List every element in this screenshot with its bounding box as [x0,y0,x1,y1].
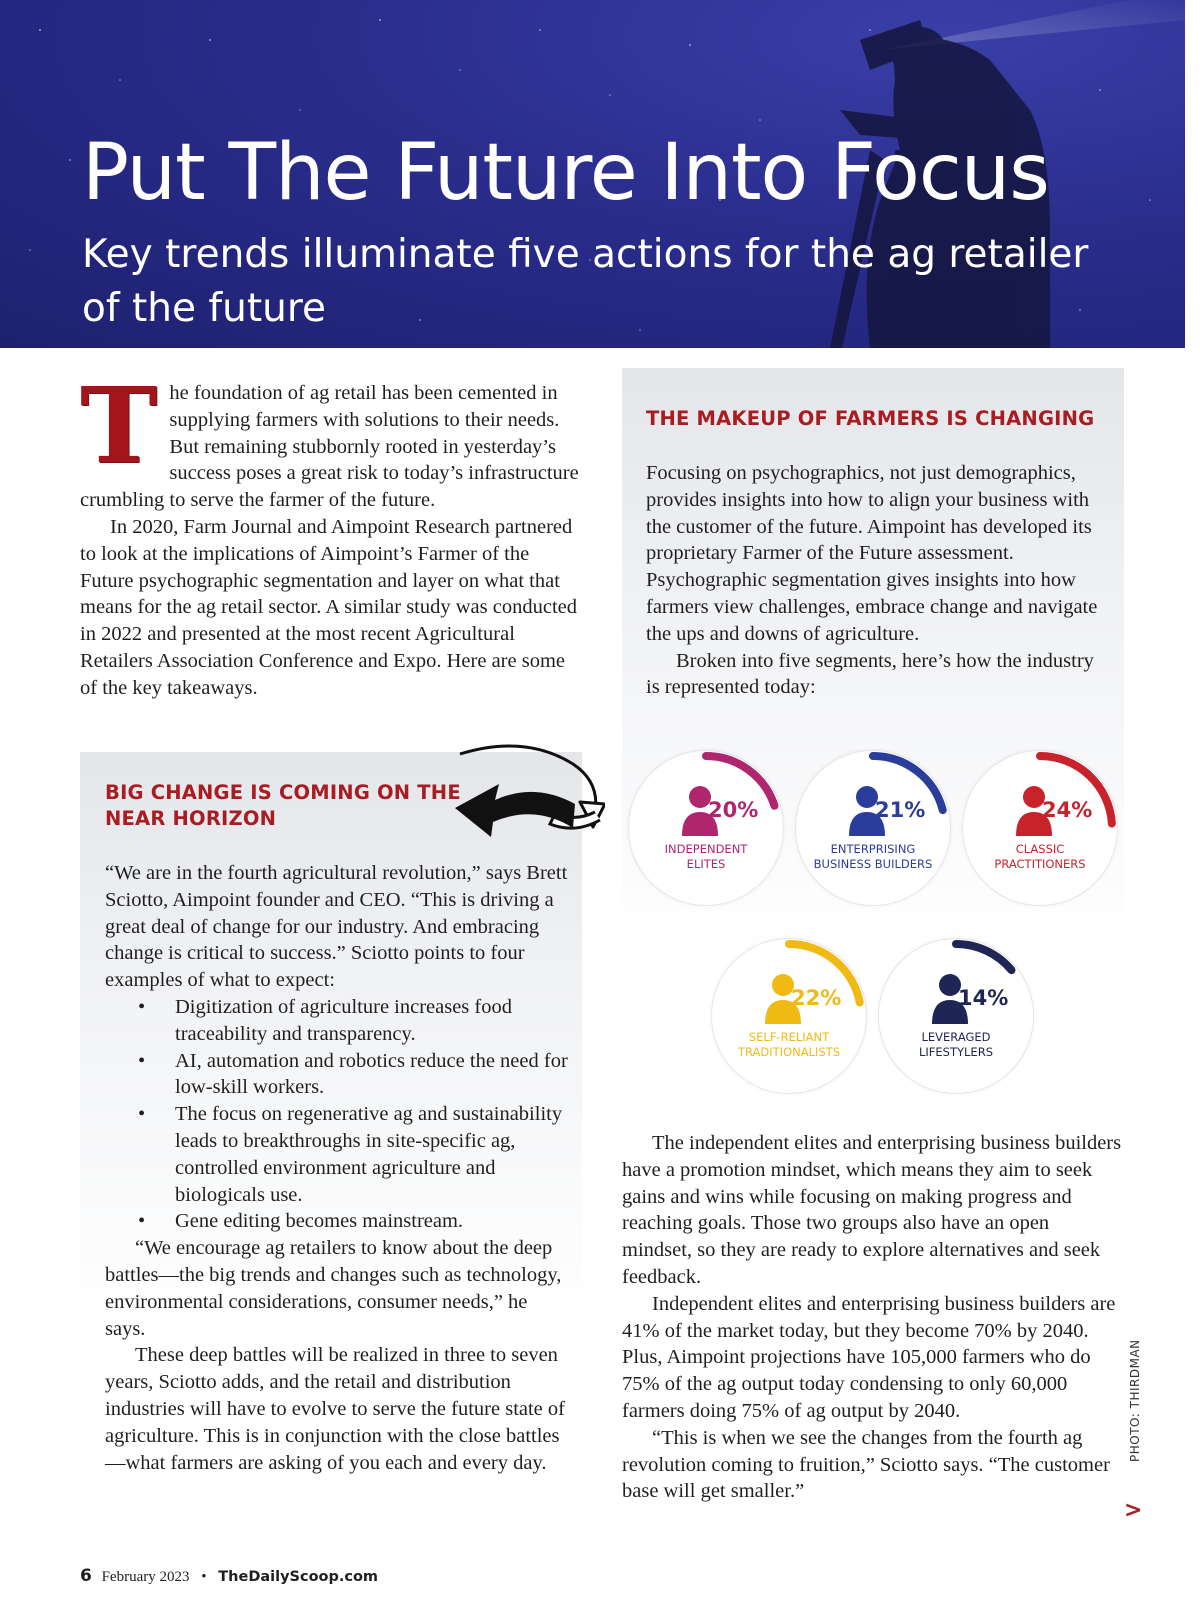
right-paragraph-3: “This is when we see the changes from the fourth ag revolution coming to fruition,” Sciotto says. “The customer base will get smaller.” [622,1426,1110,1503]
segment-percent: 22% [791,986,842,1010]
page-number: 6 [80,1566,92,1586]
right-paragraph-2: Independent elites and enterprising business builders are 41% of the market today, but they become 70% by 2040. Plus, Aimpoint projections have 105,000 farmers who do 75% of the ag output today condensing to only 60,000 farmers doing 75% of ag output by 2040. [622,1292,1116,1422]
segment-percent: 21% [875,798,926,822]
list-item: • The focus on regenerative ag and sustainability leads to breakthroughs in site-specific ag, controlled environment agriculture and biologicals use. [105,1101,570,1208]
segment-gauge-enterprising-business-builders [795,750,951,906]
big-change-paragraph-3: These deep battles will be realized in three to seven years, Sciotto adds, and the retail and distribution industries will have to evolve to serve the future state of agriculture. This is in conjunction with the close battles—what farmers are asking of you each and every day. [105,1344,565,1474]
list-item: • Gene editing becomes mainstream. [105,1208,570,1235]
page-subtitle: Key trends illuminate five actions for the ag retailer of the future [82,232,1089,331]
hero-banner [0,0,1185,348]
list-item: • AI, automation and robotics reduce the need for low-skill workers. [105,1048,570,1102]
intro-text [80,364,580,702]
segment-gauge-self-reliant-traditionalists [711,938,867,1094]
segment-gauge-classic-practitioners [962,750,1118,906]
issue-date: February 2023 [101,1569,190,1585]
segment-label-line-2: BUSINESS BUILDERS [813,856,933,871]
makeup-paragraph-1: Focusing on psychographics, not just demographics, provides insights into how to align your business with the customer of the future. Aimpoint has developed its proprietary Farmer of the Future assessment. Psychographic segmentation gives insights into how farmers view challenges, embrace change and navigate the ups and downs of agriculture. [646,462,1098,645]
page-footer [80,1566,378,1586]
big-change-text [105,860,570,1476]
intro-paragraph-2: In 2020, Farm Journal and Aimpoint Research partnered to look at the implications of Aimpoint’s Farmer of the Future psychographic segmentation and layer on what that means for the ag retail sector. A similar study was conducted in 2022 and presented at the most recent Agricultural Retailers Association Conference and Expo. Here are some of the key takeaways. [80,515,577,699]
right-paragraph-1: The independent elites and enterprising business builders have a promotion mindset, which means they aim to seek gains and wins while focusing on making progress and reaching goals. Those two groups also have an open mindset, so they are ready to explore alternatives and seek feedback. [622,1132,1122,1288]
expectations-list [105,994,570,1235]
intro-p1-text: he foundation of ag retail has been cemented in supplying farmers with solutions to their needs. But remaining stubbornly rooted in yesterday’s success poses a great risk to today’s infrastructure crumbling to serve the farmer of the future. [80,382,579,512]
segment-label [886,1030,1026,1059]
makeup-heading: THE MAKEUP OF FARMERS IS CHANGING [646,407,1095,430]
segment-percent: 20% [708,798,759,822]
segment-label-line-1: SELF-RELIANT [748,1030,830,1044]
segment-label-line-2: LIFESTYLERS [919,1044,993,1059]
segment-label-line-1: CLASSIC [1015,842,1065,856]
segment-percent: 14% [958,986,1009,1010]
footer-separator: • [201,1569,207,1585]
segment-label-line-2: PRACTITIONERS [994,856,1086,871]
next-page-icon[interactable]: > [1124,1498,1143,1523]
segment-label-line-2: ELITES [686,856,726,871]
big-change-heading: BIG CHANGE IS COMING ON THE NEAR HORIZON [105,781,461,830]
intro-paragraph-1 [80,364,580,514]
right-column-text [622,1130,1122,1505]
page-title: Put The Future Into Focus [82,128,1049,218]
curved-arrow-icon [455,742,605,852]
segment-label [970,842,1110,871]
makeup-paragraph-2: Broken into five segments, here’s how the industry is represented today: [646,649,1094,699]
gauge-arc-fill [956,944,1011,970]
segment-percent: 24% [1042,798,1093,822]
site-link[interactable]: TheDailyScoop.com [218,1569,379,1585]
segment-label [636,842,776,871]
makeup-text [646,460,1106,701]
photo-credit: PHOTO: THIRDMAN [1128,1339,1142,1462]
segment-label [803,842,943,871]
segment-label-line-1: LEVERAGED [921,1030,991,1044]
segment-gauge-independent-elites [628,750,784,906]
segment-gauge-leveraged-lifestylers [878,938,1034,1094]
big-change-paragraph-1: “We are in the fourth agricultural revolution,” says Brett Sciotto, Aimpoint founder and CEO. “This is driving a great deal of change for our industry. And embracing change is critical to success.” Sciotto points to four examples of what to expect: [105,862,568,992]
segment-label-line-2: TRADITIONALISTS [737,1044,841,1059]
big-change-paragraph-2: “We encourage ag retailers to know about the deep battles—the big trends and changes such as technology, environmental considerations, consumer needs,” he says. [105,1237,562,1340]
list-item: • Digitization of agriculture increases food traceability and transparency. [105,994,570,1048]
drop-cap: T [80,364,158,487]
segment-label-line-1: INDEPENDENT [664,842,748,856]
segment-label-line-1: ENTERPRISING [830,842,916,856]
segment-label [719,1030,859,1059]
